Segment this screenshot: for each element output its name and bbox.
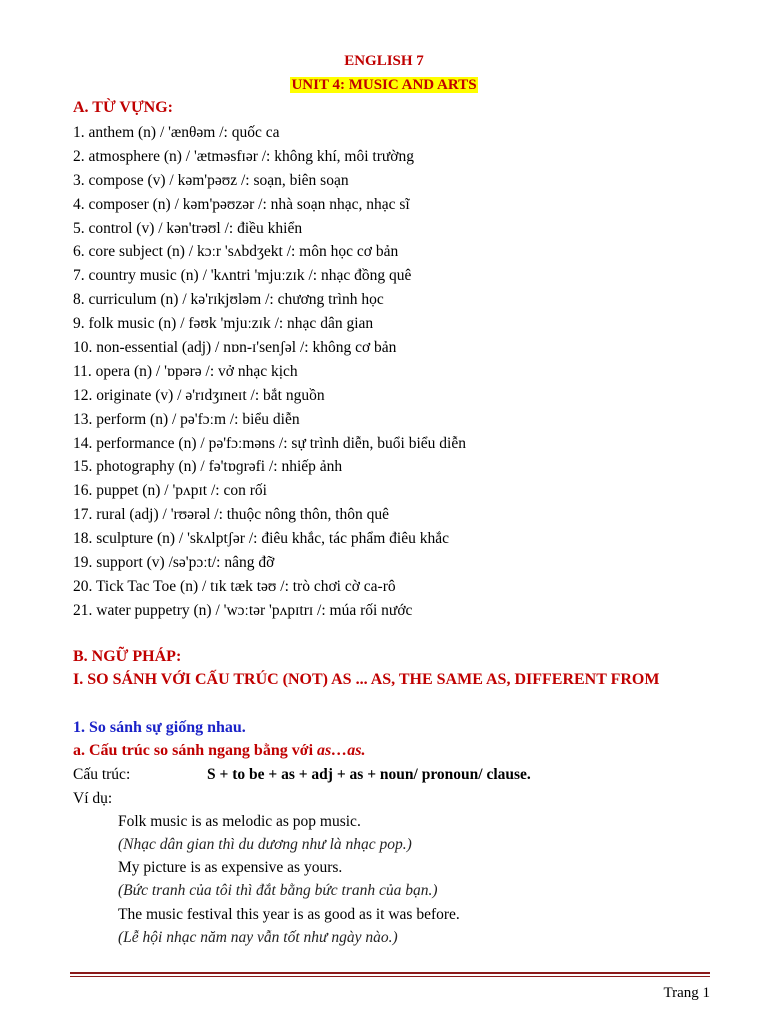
grammar-subsubheading [73, 740, 365, 762]
example-sentence: Folk music is as melodic as pop music. [118, 813, 361, 830]
vocab-item: 13. perform (n) / pə'fɔːm /: biểu diễn [73, 410, 300, 428]
vocab-item: 10. non-essential (adj) / nɒn-ɪ'senʃəl /: không cơ bản [73, 339, 397, 357]
example-sentence: The music festival this year is as good as it was before. [118, 906, 460, 923]
vocab-item: 18. sculpture (n) / 'skʌlptʃər /: điêu khắc, tác phẩm điêu khắc [73, 530, 449, 548]
vocab-item: 3. compose (v) / kəm'pəʊz /: soạn, biên soạn [73, 171, 349, 189]
example-translation: (Lễ hội nhạc năm nay vẫn tốt như ngày nào.) [118, 929, 398, 946]
vocab-item: 20. Tick Tac Toe (n) / tɪk tæk təʊ /: trò chơi cờ ca-rô [73, 577, 396, 595]
grammar-heading: B. NGỮ PHÁP: [73, 648, 182, 665]
structure-formula: S + to be + as + adj + as + noun/ pronoun/ clause. [207, 766, 531, 783]
vocab-item: 21. water puppetry (n) / 'wɔːtər 'pʌpɪtrɪ /: múa rối nước [73, 601, 413, 619]
vocab-item: 12. originate (v) / ə'rɪdʒɪneɪt /: bắt nguồn [73, 386, 325, 404]
example-translation: (Bức tranh của tôi thì đắt bằng bức tranh của bạn.) [118, 882, 438, 899]
vocab-item: 14. performance (n) / pə'fɔːməns /: sự trình diễn, buổi biểu diễn [73, 434, 466, 452]
vocab-item: 2. atmosphere (n) / 'ætməsfɪər /: không khí, môi trường [73, 147, 414, 165]
vocab-heading: A. TỪ VỰNG: [73, 99, 173, 116]
footer-divider [70, 972, 710, 974]
unit-title-highlight: UNIT 4: MUSIC AND ARTS [291, 77, 477, 93]
page-number: Trang 1 [663, 985, 710, 1001]
example-label: Ví dụ: [73, 790, 113, 807]
vocab-item: 6. core subject (n) / kɔːr 'sʌbdʒekt /: môn học cơ bản [73, 243, 399, 261]
vocab-item: 17. rural (adj) / 'rʊərəl /: thuộc nông thôn, thôn quê [73, 506, 390, 524]
course-title: ENGLISH 7 [344, 53, 424, 69]
grammar-subheading: 1. So sánh sự giống nhau. [73, 719, 246, 736]
vocab-item: 15. photography (n) / fə'tɒɡrəfi /: nhiếp ảnh [73, 458, 343, 476]
example-translation: (Nhạc dân gian thì du dương như là nhạc pop.) [118, 836, 412, 853]
structure-label: Cấu trúc: [73, 766, 131, 783]
unit-title [0, 75, 768, 95]
vocab-item: 16. puppet (n) / 'pʌpɪt /: con rối [73, 482, 267, 500]
footer-divider-thin [70, 976, 710, 977]
vocab-item: 4. composer (n) / kəm'pəʊzər /: nhà soạn nhạc, nhạc sĩ [73, 195, 410, 213]
vocab-item: 1. anthem (n) / 'ænθəm /: quốc ca [73, 124, 280, 141]
vocab-list [73, 121, 466, 623]
vocab-item: 19. support (v) /sə'pɔːt/: nâng đỡ [73, 554, 275, 572]
vocab-item: 9. folk music (n) / fəʊk 'mjuːzɪk /: nhạc dân gian [73, 315, 374, 333]
example-sentence: My picture is as expensive as yours. [118, 859, 343, 876]
subsub-emphasis: as…as. [317, 742, 366, 759]
subsub-prefix: a. Cấu trúc so sánh ngang bằng với [73, 742, 318, 759]
vocab-item: 11. opera (n) / 'ɒpərə /: vở nhạc kịch [73, 362, 298, 380]
grammar-section-title: I. SO SÁNH VỚI CẤU TRÚC (NOT) AS ... AS, THE SAME AS, DIFFERENT FROM [73, 671, 660, 688]
vocab-item: 5. control (v) / kən'trəʊl /: điều khiển [73, 219, 303, 237]
vocab-item: 8. curriculum (n) / kə'rɪkjʊləm /: chương trình học [73, 291, 384, 309]
vocab-item: 7. country music (n) / 'kʌntri 'mjuːzɪk /: nhạc đồng quê [73, 267, 412, 285]
